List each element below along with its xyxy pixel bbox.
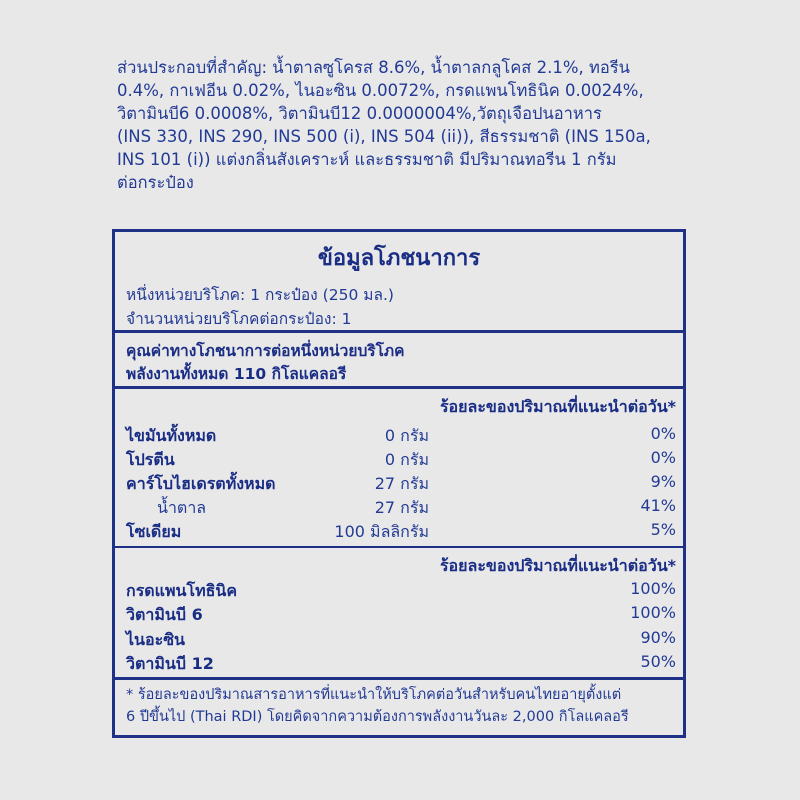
nutrient-amount: 0 กรัม	[384, 450, 429, 469]
divider	[115, 546, 683, 548]
total-energy: พลังงานทั้งหมด 110 กิโลแคลอรี	[126, 365, 347, 383]
nutrient-amount: 100 มิลลิกรัม	[334, 522, 429, 541]
nutrient-row	[115, 448, 683, 472]
nutrient-row	[115, 424, 683, 448]
nutrient-percent: 5%	[650, 520, 676, 539]
nutrient-row	[115, 520, 683, 544]
ingredients-line: ต่อกระป๋อง	[117, 173, 194, 192]
nutrition-facts-panel	[112, 229, 686, 738]
vitamin-name: วิตามินบี 12	[126, 654, 214, 673]
ingredients-line: (INS 330, INS 290, INS 500 (i), INS 504 (ii)), สีธรรมชาติ (INS 150a,	[117, 127, 651, 146]
nutrient-name: โปรตีน	[126, 450, 175, 469]
nutrient-percent: 9%	[650, 472, 676, 491]
servings-per-container: จำนวนหน่วยบริโภคต่อกระป๋อง: 1	[126, 310, 352, 328]
nutrient-row	[115, 496, 683, 520]
footnote-line: * ร้อยละของปริมาณสารอาหารที่แนะนำให้บริโภคต่อวันสำหรับคนไทยอายุตั้งแต่	[126, 687, 622, 703]
nutrient-amount: 27 กรัม	[374, 498, 429, 517]
ingredients-line: ส่วนประกอบที่สำคัญ: น้ำตาลซูโครส 8.6%, น้ำตาลกลูโคส 2.1%, ทอรีน	[117, 58, 630, 77]
nutrient-name: คาร์โบไฮเดรตทั้งหมด	[126, 474, 276, 493]
vitamin-name: ไนอะซิน	[126, 630, 185, 649]
ingredients-text	[117, 56, 717, 194]
divider-thick	[115, 330, 683, 333]
vitamin-row	[115, 652, 683, 676]
rdi-header: ร้อยละของปริมาณที่แนะนำต่อวัน*	[439, 397, 676, 416]
serving-size: หนึ่งหน่วยบริโภค: 1 กระป๋อง (250 มล.)	[126, 286, 394, 304]
per-serving-heading: คุณค่าทางโภชนาการต่อหนึ่งหน่วยบริโภค	[126, 342, 405, 360]
nutrient-percent: 0%	[650, 424, 676, 443]
vitamin-name: วิตามินบี 6	[126, 605, 203, 624]
nutrient-name: น้ำตาล	[157, 498, 207, 517]
vitamin-percent: 90%	[640, 628, 676, 647]
ingredients-line: 0.4%, กาเฟอีน 0.02%, ไนอะซิน 0.0072%, กรดแพนโทธินิค 0.0024%,	[117, 81, 644, 100]
nutrient-name: ไขมันทั้งหมด	[126, 426, 217, 445]
ingredients-line: วิตามินบี6 0.0008%, วิตามินบี12 0.0000004%,วัตถุเจือปนอาหาร	[117, 104, 602, 123]
panel-title: ข้อมูลโภชนาการ	[317, 246, 481, 271]
nutrient-name: โซเดียม	[126, 522, 182, 541]
ingredients-line: INS 101 (i)) แต่งกลิ่นสังเคราะห์ และธรรมชาติ มีปริมาณทอรีน 1 กรัม	[117, 150, 617, 169]
divider-thick	[115, 677, 683, 680]
footnote-line: 6 ปีขึ้นไป (Thai RDI) โดยคิดจากความต้องการพลังงานวันละ 2,000 กิโลแคลอรี	[126, 709, 629, 725]
vitamin-percent: 50%	[640, 652, 676, 671]
vitamin-row	[115, 628, 683, 652]
nutrient-percent: 41%	[640, 496, 676, 515]
divider-thick	[115, 386, 683, 389]
nutrient-amount: 27 กรัม	[374, 474, 429, 493]
vitamin-percent: 100%	[630, 603, 676, 622]
vitamin-row	[115, 579, 683, 603]
nutrient-row	[115, 472, 683, 496]
nutrient-amount: 0 กรัม	[384, 426, 429, 445]
vitamin-name: กรดแพนโทธินิค	[126, 581, 238, 600]
nutrient-percent: 0%	[650, 448, 676, 467]
rdi-header-2: ร้อยละของปริมาณที่แนะนำต่อวัน*	[439, 556, 676, 575]
vitamin-row	[115, 603, 683, 627]
vitamin-percent: 100%	[630, 579, 676, 598]
